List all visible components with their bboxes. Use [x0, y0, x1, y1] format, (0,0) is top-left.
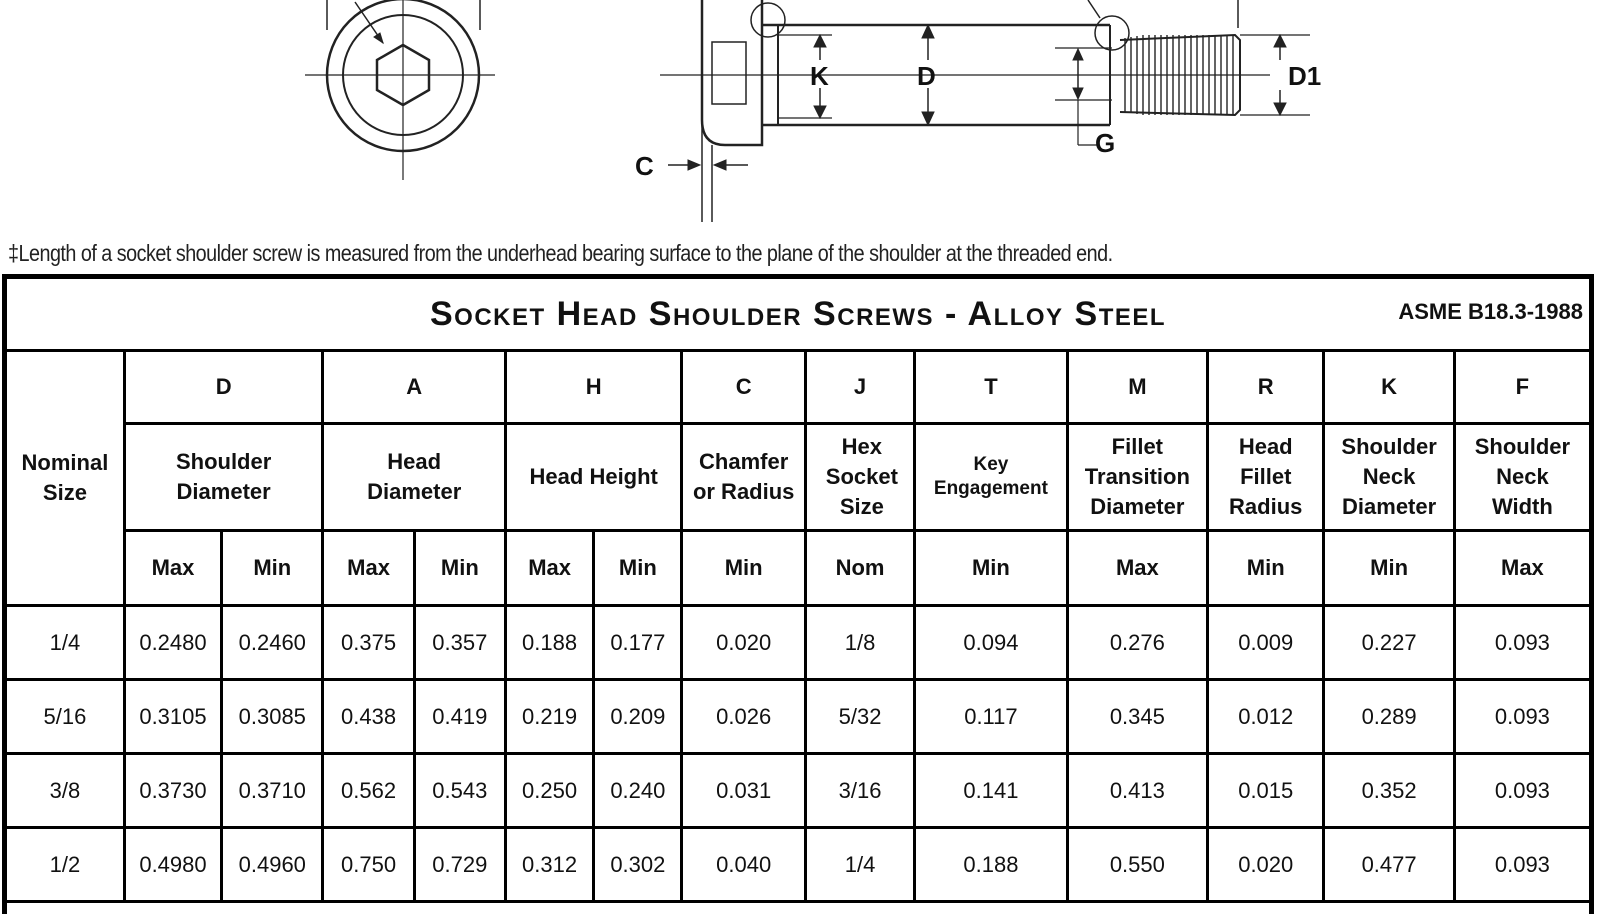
column-letter-h: H — [505, 351, 682, 424]
table-cell: 0.438 — [323, 680, 414, 754]
dimension-label-c: C — [635, 151, 654, 181]
column-name-m — [1067, 424, 1207, 531]
table-cell: 0.276 — [1067, 606, 1207, 680]
table-cell: 0.177 — [594, 606, 682, 680]
table-cell: 0.093 — [1454, 828, 1589, 902]
table-cell: 0.219 — [505, 680, 593, 754]
table-cell: 0.141 — [915, 754, 1067, 828]
table-cell: 0.040 — [682, 828, 805, 902]
table-cell: 0.240 — [594, 754, 682, 828]
footnote: ‡Length of a socket shoulder screw is measured from the underhead bearing surface to the plane of the shoulder at the threaded end. — [8, 240, 1113, 266]
column-name-c — [682, 424, 805, 531]
nominal-size-cell: 5/16 — [7, 680, 124, 754]
table-title-cell — [7, 279, 1589, 351]
column-name-d — [124, 424, 323, 531]
column-sub-max: Max — [1067, 531, 1207, 606]
column-name-label: Fillet Transition Diameter — [1084, 434, 1190, 519]
column-letter-r: R — [1208, 351, 1324, 424]
table-cell: 0.289 — [1324, 680, 1454, 754]
table-cell: 1/4 — [805, 828, 914, 902]
column-name-a — [323, 424, 506, 531]
table-cell: 0.345 — [1067, 680, 1207, 754]
standard-label: ASME B18.3-1988 — [1398, 299, 1583, 324]
table-cell: 5/32 — [805, 680, 914, 754]
table-title: Socket Head Shoulder Screws - Alloy Steel — [429, 294, 1167, 333]
table-cell: 0.015 — [1208, 754, 1324, 828]
table-row — [7, 606, 1589, 680]
column-sub-min: Min — [1324, 531, 1454, 606]
column-name-f — [1454, 424, 1589, 531]
table-cell: 0.026 — [682, 680, 805, 754]
nominal-size-cell: 1/4 — [7, 606, 124, 680]
table-cell: 0.4980 — [124, 828, 221, 902]
table-cell: 0.020 — [682, 606, 805, 680]
table-cell: 0.375 — [323, 606, 414, 680]
dimension-label-g: G — [1095, 128, 1116, 158]
screw-side-view — [660, 0, 1310, 222]
table-cell: 0.3730 — [124, 754, 221, 828]
column-sub-max: Max — [1454, 531, 1589, 606]
table-cell: 0.312 — [505, 828, 593, 902]
table-cell: 0.419 — [414, 680, 505, 754]
spec-table-box — [2, 274, 1594, 914]
table-cell: 0.750 — [323, 828, 414, 902]
column-sub-min: Min — [682, 531, 805, 606]
table-cell: 3/16 — [805, 754, 914, 828]
table-cell: 0.2480 — [124, 606, 221, 680]
table-cell: 0.413 — [1067, 754, 1207, 828]
column-name-t — [915, 424, 1067, 531]
table-cell: 0.188 — [505, 606, 593, 680]
table-cell: 1/8 — [805, 606, 914, 680]
column-sub-max: Max — [323, 531, 414, 606]
table-cell: 0.012 — [1208, 680, 1324, 754]
column-letter-m: M — [1067, 351, 1207, 424]
column-letter-c: C — [682, 351, 805, 424]
column-name-label: Key Engagement — [933, 454, 1048, 499]
table-cell: 0.3710 — [222, 754, 323, 828]
dimension-label-d1: D1 — [1288, 61, 1322, 91]
nominal-size-header — [7, 351, 124, 606]
column-name-j — [805, 424, 914, 531]
table-cell: 0.562 — [323, 754, 414, 828]
nominal-size-label: Nominal Size — [21, 450, 109, 505]
table-cell: 0.093 — [1454, 754, 1589, 828]
column-letter-d: D — [124, 351, 323, 424]
dimension-label-k: K — [810, 61, 829, 91]
table-row — [7, 680, 1589, 754]
table-cell: 0.117 — [915, 680, 1067, 754]
table-cell: 0.2460 — [222, 606, 323, 680]
table-cell: 0.209 — [594, 680, 682, 754]
column-letter-a: A — [323, 351, 506, 424]
table-row — [7, 754, 1589, 828]
column-sub-max: Max — [124, 531, 221, 606]
column-sub-min: Min — [915, 531, 1067, 606]
column-name-label: Head Fillet Radius — [1229, 434, 1303, 519]
table-cell: 0.477 — [1324, 828, 1454, 902]
table-cell: 0.227 — [1324, 606, 1454, 680]
table-cell: 0.093 — [1454, 680, 1589, 754]
column-letter-f: F — [1454, 351, 1589, 424]
column-name-h — [505, 424, 682, 531]
table-cell: 0.357 — [414, 606, 505, 680]
column-name-k — [1324, 424, 1454, 531]
column-name-label: Head Height — [529, 464, 658, 489]
column-sub-min: Min — [222, 531, 323, 606]
column-name-label: Chamfer or Radius — [692, 449, 795, 504]
column-name-label: Shoulder Diameter — [175, 449, 272, 504]
dimension-label-d: D — [917, 61, 936, 91]
table-cell: 0.302 — [594, 828, 682, 902]
table-cell: 0.3105 — [124, 680, 221, 754]
nominal-size-cell: 3/8 — [7, 754, 124, 828]
screw-diagram — [0, 0, 1600, 222]
column-sub-max: Max — [505, 531, 593, 606]
table-cell: 0.352 — [1324, 754, 1454, 828]
table-cell: 0.009 — [1208, 606, 1324, 680]
table-cell: 0.543 — [414, 754, 505, 828]
column-name-label: Shoulder Neck Diameter — [1341, 434, 1437, 519]
table-row — [7, 828, 1589, 902]
column-letter-k: K — [1324, 351, 1454, 424]
column-name-label: Shoulder Neck Width — [1474, 434, 1571, 519]
column-letter-t: T — [915, 351, 1067, 424]
table-cell: 0.020 — [1208, 828, 1324, 902]
table-cell: 0.188 — [915, 828, 1067, 902]
table-cell: 0.550 — [1067, 828, 1207, 902]
column-sub-min: Min — [1208, 531, 1324, 606]
table-cell: 0.729 — [414, 828, 505, 902]
spec-table — [7, 279, 1589, 903]
table-cell: 0.4960 — [222, 828, 323, 902]
column-name-r — [1208, 424, 1324, 531]
table-cell: 0.031 — [682, 754, 805, 828]
table-cell: 0.094 — [915, 606, 1067, 680]
column-name-label: Hex Socket Size — [825, 434, 898, 519]
table-cell: 0.250 — [505, 754, 593, 828]
table-cell: 0.093 — [1454, 606, 1589, 680]
column-sub-min: Min — [594, 531, 682, 606]
table-cell: 0.3085 — [222, 680, 323, 754]
column-sub-nom: Nom — [805, 531, 914, 606]
column-name-label: Head Diameter — [367, 449, 462, 504]
head-end-view — [305, 0, 495, 180]
column-sub-min: Min — [414, 531, 505, 606]
column-letter-j: J — [805, 351, 914, 424]
nominal-size-cell: 1/2 — [7, 828, 124, 902]
